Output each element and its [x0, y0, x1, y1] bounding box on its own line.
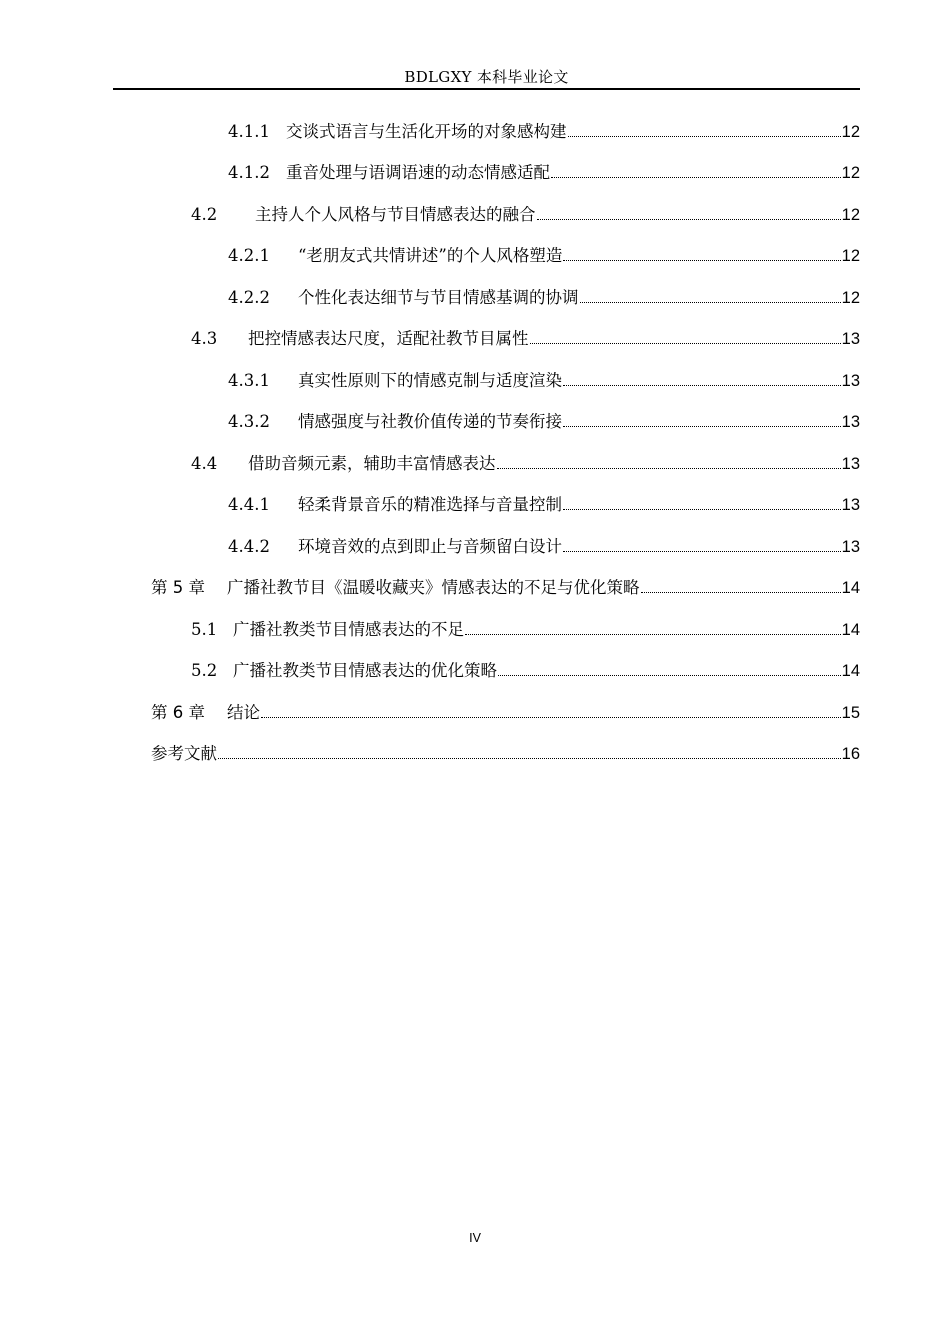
toc-entry-title: 重音处理与语调语速的动态情感适配	[286, 163, 550, 182]
toc-entry-number: 4.2.1	[228, 246, 270, 265]
toc-entry-number: 4.2.2	[228, 288, 270, 307]
toc-entry-title: “老朋友式共情讲述”的个人风格塑造	[298, 246, 563, 265]
toc-entry-number: 4.4.2	[228, 537, 270, 556]
toc-entry-number: 4.1.1	[228, 122, 270, 141]
toc-entry-title: 广播社教类节目情感表达的优化策略	[233, 661, 497, 680]
toc-entry-title: 广播社教类节目情感表达的不足	[233, 620, 464, 639]
toc-dot-leader	[465, 634, 841, 635]
toc-dot-leader	[530, 343, 841, 344]
toc-entry-title: 借助音频元素，辅助丰富情感表达	[248, 454, 496, 473]
toc-entry[interactable]	[228, 287, 860, 309]
toc-chapter-entry[interactable]	[151, 702, 860, 724]
toc-entry-number: 5.1	[191, 620, 218, 639]
toc-dot-leader	[537, 219, 841, 220]
toc-entry-page: 14	[841, 579, 860, 597]
toc-entry-number: 第 6 章	[151, 703, 205, 722]
toc-entry-page: 13	[841, 496, 860, 514]
toc-entry-number: 4.4	[191, 454, 218, 473]
toc-entry-page: 13	[841, 330, 860, 348]
toc-entry-page: 13	[841, 372, 860, 390]
toc-entry-number: 4.4.1	[228, 495, 270, 514]
toc-entry-page: 15	[841, 704, 860, 722]
toc-entry-page: 12	[841, 164, 860, 182]
toc-entry-number: 4.3.1	[228, 371, 270, 390]
toc-entry-page: 12	[841, 289, 860, 307]
page-number: IV	[469, 1231, 481, 1245]
toc-entry-title: 广播社教节目《温暖收藏夹》情感表达的不足与优化策略	[227, 578, 640, 597]
toc-entry[interactable]	[228, 162, 860, 184]
toc-entry-title: 轻柔背景音乐的精准选择与音量控制	[298, 495, 562, 514]
toc-dot-leader	[563, 426, 841, 427]
toc-entry-title: 情感强度与社教价值传递的节奏衔接	[298, 412, 562, 431]
toc-entry-title: 主持人个人风格与节目情感表达的融合	[255, 205, 536, 224]
toc-entry[interactable]	[191, 660, 860, 682]
toc-entry-number: 4.2	[191, 205, 218, 224]
toc-entry-page: 13	[841, 413, 860, 431]
toc-dot-leader	[563, 385, 841, 386]
toc-entry-title: 真实性原则下的情感克制与适度渲染	[298, 371, 562, 390]
toc-dot-leader	[218, 758, 841, 759]
toc-entry[interactable]	[191, 619, 860, 641]
toc-entry-title: 交谈式语言与生活化开场的对象感构建	[286, 122, 567, 141]
toc-entry-page: 16	[841, 745, 860, 763]
toc-dot-leader	[568, 136, 841, 137]
toc-entry[interactable]	[228, 370, 860, 392]
running-header: BDLGXY 本科毕业论文	[404, 68, 569, 86]
toc-entry[interactable]	[191, 453, 860, 475]
toc-entry-number: 第 5 章	[151, 578, 205, 597]
toc-dot-leader	[261, 717, 841, 718]
toc-dot-leader	[563, 551, 841, 552]
toc-entry[interactable]	[228, 121, 860, 143]
toc-dot-leader	[580, 302, 841, 303]
toc-dot-leader	[497, 468, 841, 469]
toc-references-entry[interactable]	[151, 743, 860, 765]
toc-entry-number: 5.2	[191, 661, 218, 680]
toc-entry[interactable]	[228, 245, 860, 267]
toc-entry-page: 13	[841, 538, 860, 556]
toc-entry-title: 把控情感表达尺度，适配社教节目属性	[248, 329, 529, 348]
toc-dot-leader	[498, 675, 841, 676]
toc-entry[interactable]	[191, 328, 860, 350]
toc-entry-number: 4.3	[191, 329, 218, 348]
toc-entry-title: 环境音效的点到即止与音频留白设计	[298, 537, 562, 556]
toc-entry-page: 12	[841, 206, 860, 224]
toc-entry-page: 14	[841, 621, 860, 639]
toc-entry-number: 4.3.2	[228, 412, 270, 431]
toc-entry[interactable]	[191, 204, 860, 226]
toc-entry-page: 12	[841, 247, 860, 265]
toc-dot-leader	[563, 260, 840, 261]
toc-entry-title: 结论	[227, 703, 260, 722]
toc-entry-number: 4.1.2	[228, 163, 270, 182]
toc-entry[interactable]	[228, 411, 860, 433]
toc-dot-leader	[551, 177, 841, 178]
toc-entry-page: 13	[841, 455, 860, 473]
header-rule	[113, 88, 860, 90]
toc-entry-title: 个性化表达细节与节目情感基调的协调	[298, 288, 579, 307]
toc-entry[interactable]	[228, 536, 860, 558]
toc-entry-page: 14	[841, 662, 860, 680]
toc-dot-leader	[563, 509, 841, 510]
toc-entry-title: 参考文献	[151, 744, 217, 763]
toc-entry[interactable]	[228, 494, 860, 516]
toc-entry-page: 12	[841, 123, 860, 141]
toc-dot-leader	[641, 592, 841, 593]
toc-chapter-entry[interactable]	[151, 577, 860, 599]
